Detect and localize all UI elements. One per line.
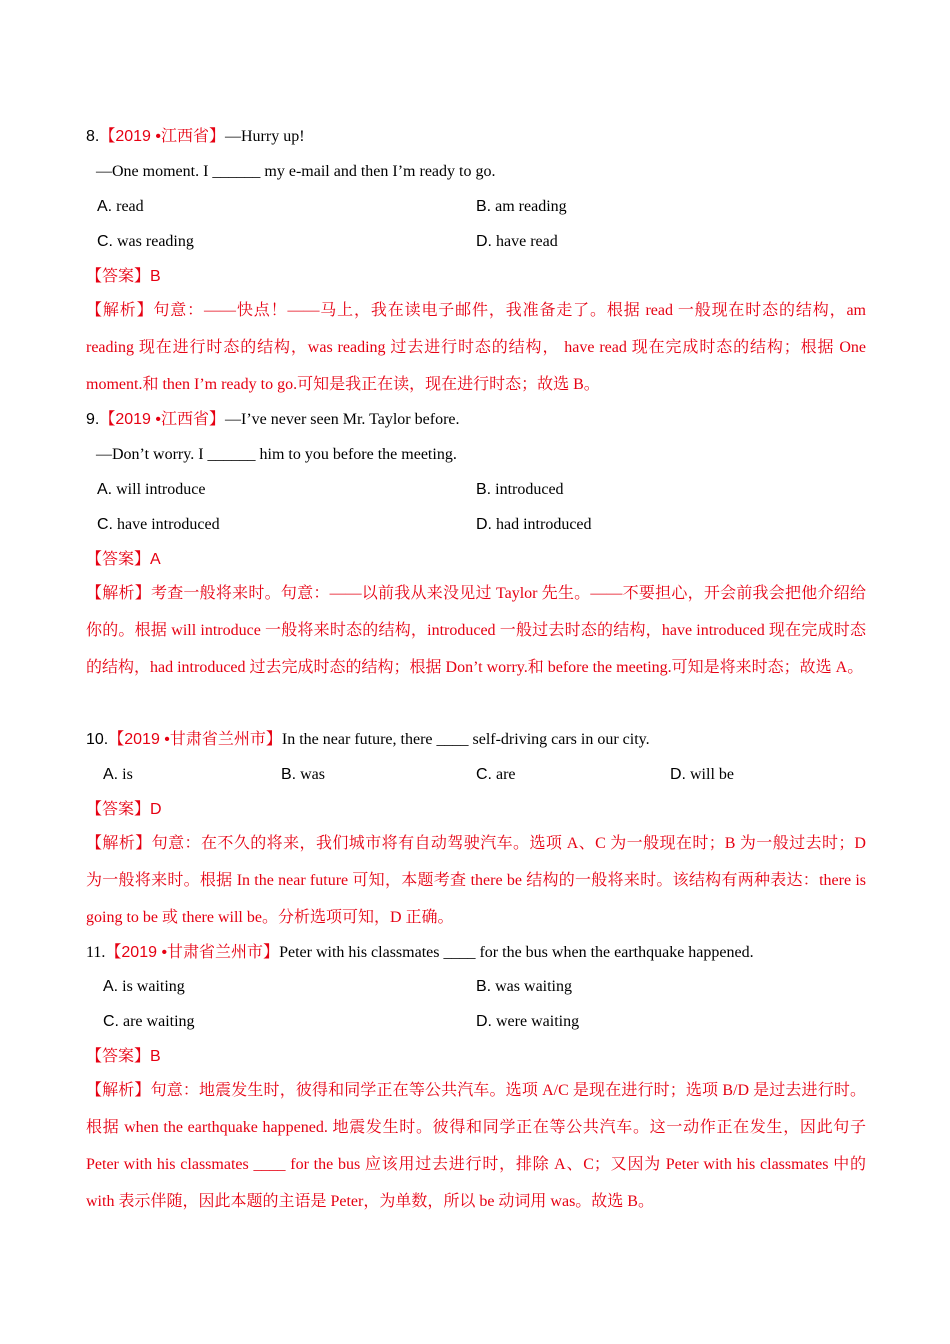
option-text: will be bbox=[690, 766, 734, 783]
option-text: is bbox=[122, 766, 133, 783]
question-stem: Peter with his classmates ____ for the bus when the earthquake happened. bbox=[279, 944, 754, 961]
question-source: 【2019 •甘肃省兰州市】 bbox=[108, 731, 282, 748]
question-stem: In the near future, there ____ self-driving cars in our city. bbox=[281, 731, 650, 748]
option-b bbox=[476, 479, 564, 501]
option-text: had introduced bbox=[496, 516, 592, 533]
option-text: have introduced bbox=[117, 516, 220, 533]
option-letter: C. bbox=[97, 516, 113, 533]
answer-11: 【答案】B bbox=[86, 1048, 161, 1065]
option-text: read bbox=[116, 198, 144, 215]
option-d bbox=[476, 1011, 579, 1033]
option-letter: A. bbox=[103, 766, 119, 783]
option-text: was bbox=[300, 766, 326, 783]
question-number: 10. bbox=[86, 731, 109, 748]
option-b bbox=[281, 764, 325, 786]
analysis-8: 【解析】句意：——快点！——马上，我在读电子邮件，我准备走了。根据 read 一般现在时态的结构，am reading 现在进行时态的结构，was reading 过去进行时态的结构， have read 现在完成时态的结构；根据 One moment.和 then I’m ready to go.可知是我正在读，现在进行时态；故选 B。 bbox=[86, 302, 866, 393]
question-9-stem2: —Don’t worry. I ______ him to you before the meeting. bbox=[96, 446, 457, 463]
option-text: are waiting bbox=[123, 1013, 195, 1030]
option-d bbox=[670, 764, 734, 786]
option-text: was reading bbox=[117, 233, 194, 250]
question-9-header bbox=[86, 409, 460, 431]
option-letter: C. bbox=[476, 766, 492, 783]
option-text: introduced bbox=[495, 481, 564, 498]
answer-8: 【答案】B bbox=[86, 268, 161, 285]
option-c bbox=[103, 1011, 195, 1033]
question-number: 9. bbox=[86, 411, 100, 428]
option-a bbox=[103, 764, 133, 786]
option-letter: C. bbox=[97, 233, 113, 250]
question-stem: —I’ve never seen Mr. Taylor before. bbox=[225, 411, 460, 428]
question-10-header bbox=[86, 729, 650, 751]
option-c bbox=[97, 514, 220, 536]
question-stem: —Hurry up! bbox=[225, 128, 305, 145]
option-letter: A. bbox=[97, 198, 113, 215]
question-source: 【2019 •江西省】 bbox=[99, 128, 225, 145]
option-d bbox=[476, 231, 558, 253]
question-source: 【2019 •江西省】 bbox=[99, 411, 225, 428]
option-letter: D. bbox=[476, 233, 492, 250]
option-letter: A. bbox=[97, 481, 113, 498]
option-b bbox=[476, 196, 567, 218]
question-8-header bbox=[86, 126, 305, 148]
option-text: was waiting bbox=[495, 978, 572, 995]
option-letter: B. bbox=[476, 198, 492, 215]
option-a bbox=[97, 196, 144, 218]
question-number: 8. bbox=[86, 128, 100, 145]
option-c bbox=[476, 764, 516, 786]
question-8-stem2: —One moment. I ______ my e-mail and then I’m ready to go. bbox=[96, 163, 496, 180]
option-letter: D. bbox=[476, 516, 492, 533]
question-source: 【2019 •甘肃省兰州市】 bbox=[105, 944, 280, 961]
option-text: have read bbox=[496, 233, 558, 250]
option-letter: B. bbox=[476, 481, 492, 498]
analysis-11: 【解析】句意：地震发生时，彼得和同学正在等公共汽车。选项 A/C 是现在进行时；选项 B/D 是过去进行时。根据 when the earthquake happened. 地震发生时。彼得和同学正在等公共汽车。这一动作正在发生，因此句子 Peter with his classmates ____ for the bus 应该用过去进行时，排除 A、C；又因为 Peter with his classmates 中的 with 表示伴随，因此本题的主语是 Peter，为单数，所以 be 动词用 was。故选 B。 bbox=[86, 1082, 866, 1210]
option-d bbox=[476, 514, 592, 536]
option-letter: D. bbox=[670, 766, 686, 783]
option-letter: A. bbox=[103, 978, 119, 995]
option-text: are bbox=[496, 766, 516, 783]
question-11-header bbox=[86, 942, 754, 964]
option-letter: B. bbox=[281, 766, 297, 783]
option-text: were waiting bbox=[496, 1013, 580, 1030]
analysis-10: 【解析】句意：在不久的将来，我们城市将有自动驾驶汽车。选项 A、C 为一般现在时；B 为一般过去时；D 为一般将来时。根据 In the near future 可知，本题考查 there be 结构的一般将来时。该结构有两种表达：there is going to be 或 there will be。分析选项可知，D 正确。 bbox=[86, 835, 866, 926]
answer-9: 【答案】A bbox=[86, 551, 161, 568]
option-letter: B. bbox=[476, 978, 492, 995]
option-text: am reading bbox=[495, 198, 567, 215]
option-text: will introduce bbox=[116, 481, 206, 498]
option-text: is waiting bbox=[122, 978, 185, 995]
answer-10: 【答案】D bbox=[86, 801, 162, 818]
option-a bbox=[103, 976, 185, 998]
option-letter: C. bbox=[103, 1013, 119, 1030]
option-c bbox=[97, 231, 194, 253]
analysis-9: 【解析】考查一般将来时。句意：——以前我从来没见过 Taylor 先生。——不要担心，开会前我会把他介绍给你的。根据 will introduce 一般将来时态的结构，introduced 一般过去时态的结构，have introduced 现在完成时态的结构，had introduced 过去完成时态的结构；根据 Don’t worry.和 before the meeting.可知是将来时态；故选 A。 bbox=[86, 585, 866, 676]
option-b bbox=[476, 976, 572, 998]
option-letter: D. bbox=[476, 1013, 492, 1030]
question-number: 11. bbox=[86, 944, 106, 961]
option-a bbox=[97, 479, 205, 501]
